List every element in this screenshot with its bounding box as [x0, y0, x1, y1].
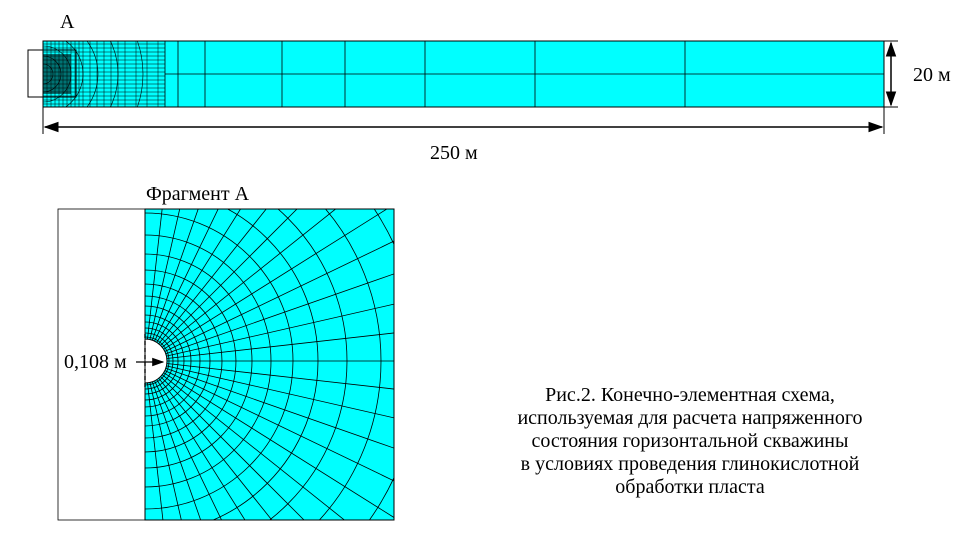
caption-line: используемая для расчета напряженного [517, 407, 863, 429]
caption-line: состояния горизонтальной скважины [531, 430, 849, 452]
height-dimension [884, 41, 898, 107]
caption-line: обработки пласта [615, 476, 765, 498]
radius-label: 0,108 м [64, 351, 127, 373]
caption-line: в условиях проведения глинокислотной [520, 453, 860, 475]
length-dimension-label: 250 м [430, 142, 478, 164]
caption-line: Рис.2. Конечно-элементная схема, [545, 384, 835, 406]
height-dimension-label: 20 м [913, 64, 951, 86]
dense-mesh-core [43, 54, 71, 94]
length-dimension [43, 107, 884, 134]
figure-caption [472, 384, 908, 499]
fragment-title: Фрагмент А [146, 183, 250, 205]
label-a: А [60, 11, 75, 33]
